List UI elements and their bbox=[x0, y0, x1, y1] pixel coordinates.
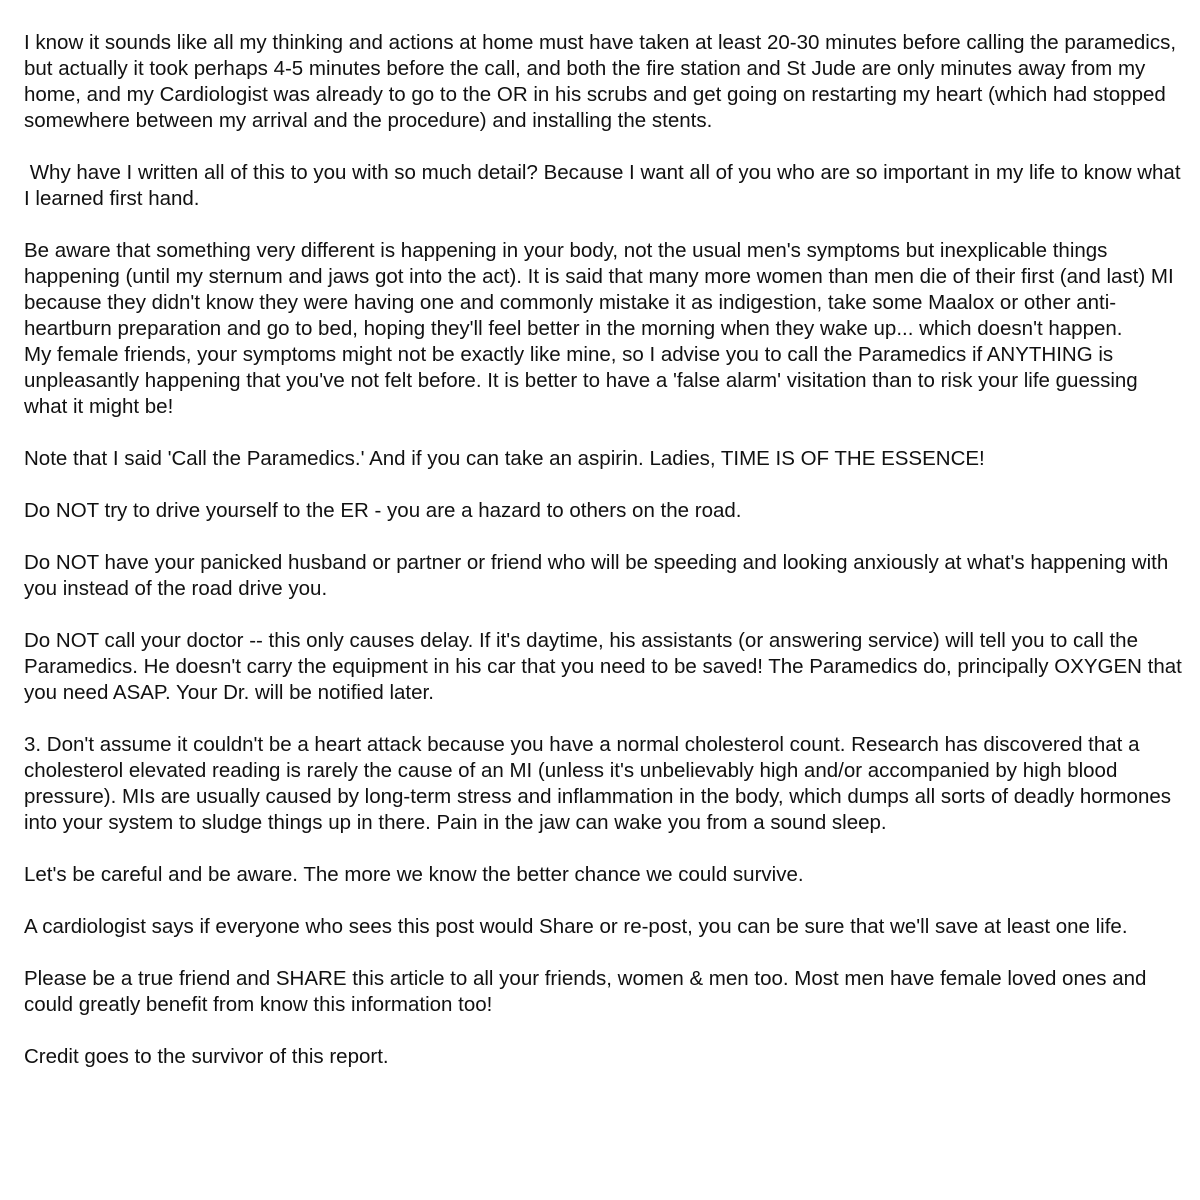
paragraph-credit: Credit goes to the survivor of this report. bbox=[24, 1045, 389, 1068]
paragraph-be-careful: Let's be careful and be aware. The more we know the better chance we could survive. bbox=[24, 863, 804, 886]
paragraph-gap bbox=[24, 836, 1184, 862]
paragraph-call-paramedics: Note that I said 'Call the Paramedics.' And if you can take an aspirin. Ladies, TIME IS OF THE ESSENCE! bbox=[24, 447, 985, 470]
paragraph-female-friends: My female friends, your symptoms might not be exactly like mine, so I advise you to call the Paramedics if ANYTHING is unpleasantly happening that you've not felt before. It is better to have a 'false alarm' visitation than to risk your life guessing what it might be! bbox=[24, 343, 1144, 418]
paragraph-be-aware: Be aware that something very different is happening in your body, not the usual men's symptoms but inexplicable things happening (until my sternum and jaws got into the act). It is said that many more women than men die of their first (and last) MI because they didn't know they were having one and commonly mistake it as indigestion, take some Maalox or other anti-heartburn preparation and go to bed, hoping they'll feel better in the morning when they wake up... which doesn't happen. bbox=[24, 239, 1180, 340]
paragraph-gap bbox=[24, 524, 1184, 550]
paragraph-gap bbox=[24, 472, 1184, 498]
paragraph-why-written: Why have I written all of this to you with so much detail? Because I want all of you who are so important in my life to know what I learned first hand. bbox=[24, 161, 1187, 210]
paragraph-gap bbox=[24, 706, 1184, 732]
paragraph-gap bbox=[24, 420, 1184, 446]
paragraph-do-not-call-doctor: Do NOT call your doctor -- this only causes delay. If it's daytime, his assistants (or answering service) will tell you to call the Paramedics. He doesn't carry the equipment in his car that you need to be saved! The Paramedics do, principally OXYGEN that you need ASAP. Your Dr. will be notified later. bbox=[24, 629, 1188, 704]
paragraph-gap bbox=[24, 602, 1184, 628]
paragraph-gap bbox=[24, 888, 1184, 914]
paragraph-timeline: I know it sounds like all my thinking and actions at home must have taken at least 20-30 minutes before calling the paramedics, but actually it took perhaps 4-5 minutes before the call, and both the fire station and St Jude are only minutes away from my home, and my Cardiologist was already to go to the OR in his scrubs and get going on restarting my heart (which had stopped somewhere between my arrival and the procedure) and installing the stents. bbox=[24, 31, 1182, 132]
paragraph-true-friend: Please be a true friend and SHARE this article to all your friends, women & men too. Most men have female loved ones and could greatly benefit from know this information too! bbox=[24, 967, 1153, 1016]
paragraph-gap bbox=[24, 940, 1184, 966]
article-body bbox=[24, 30, 1188, 1070]
paragraph-do-not-partner-drive: Do NOT have your panicked husband or partner or friend who will be speeding and looking anxiously at what's happening with you instead of the road drive you. bbox=[24, 551, 1174, 600]
paragraph-cardiologist-share: A cardiologist says if everyone who sees this post would Share or re-post, you can be sure that we'll save at least one life. bbox=[24, 915, 1128, 938]
paragraph-gap bbox=[24, 1018, 1184, 1044]
paragraph-gap bbox=[24, 134, 1184, 160]
paragraph-gap bbox=[24, 212, 1184, 238]
paragraph-do-not-drive: Do NOT try to drive yourself to the ER - you are a hazard to others on the road. bbox=[24, 499, 742, 522]
paragraph-cholesterol: 3. Don't assume it couldn't be a heart attack because you have a normal cholesterol count. Research has discovered that a cholesterol elevated reading is rarely the cause of an MI (unless it's unbelievably high and/or accompanied by high blood pressure). MIs are usually caused by long-term stress and inflammation in the body, which dumps all sorts of deadly hormones into your system to sludge things up in there. Pain in the jaw can wake you from a sound sleep. bbox=[24, 733, 1177, 834]
